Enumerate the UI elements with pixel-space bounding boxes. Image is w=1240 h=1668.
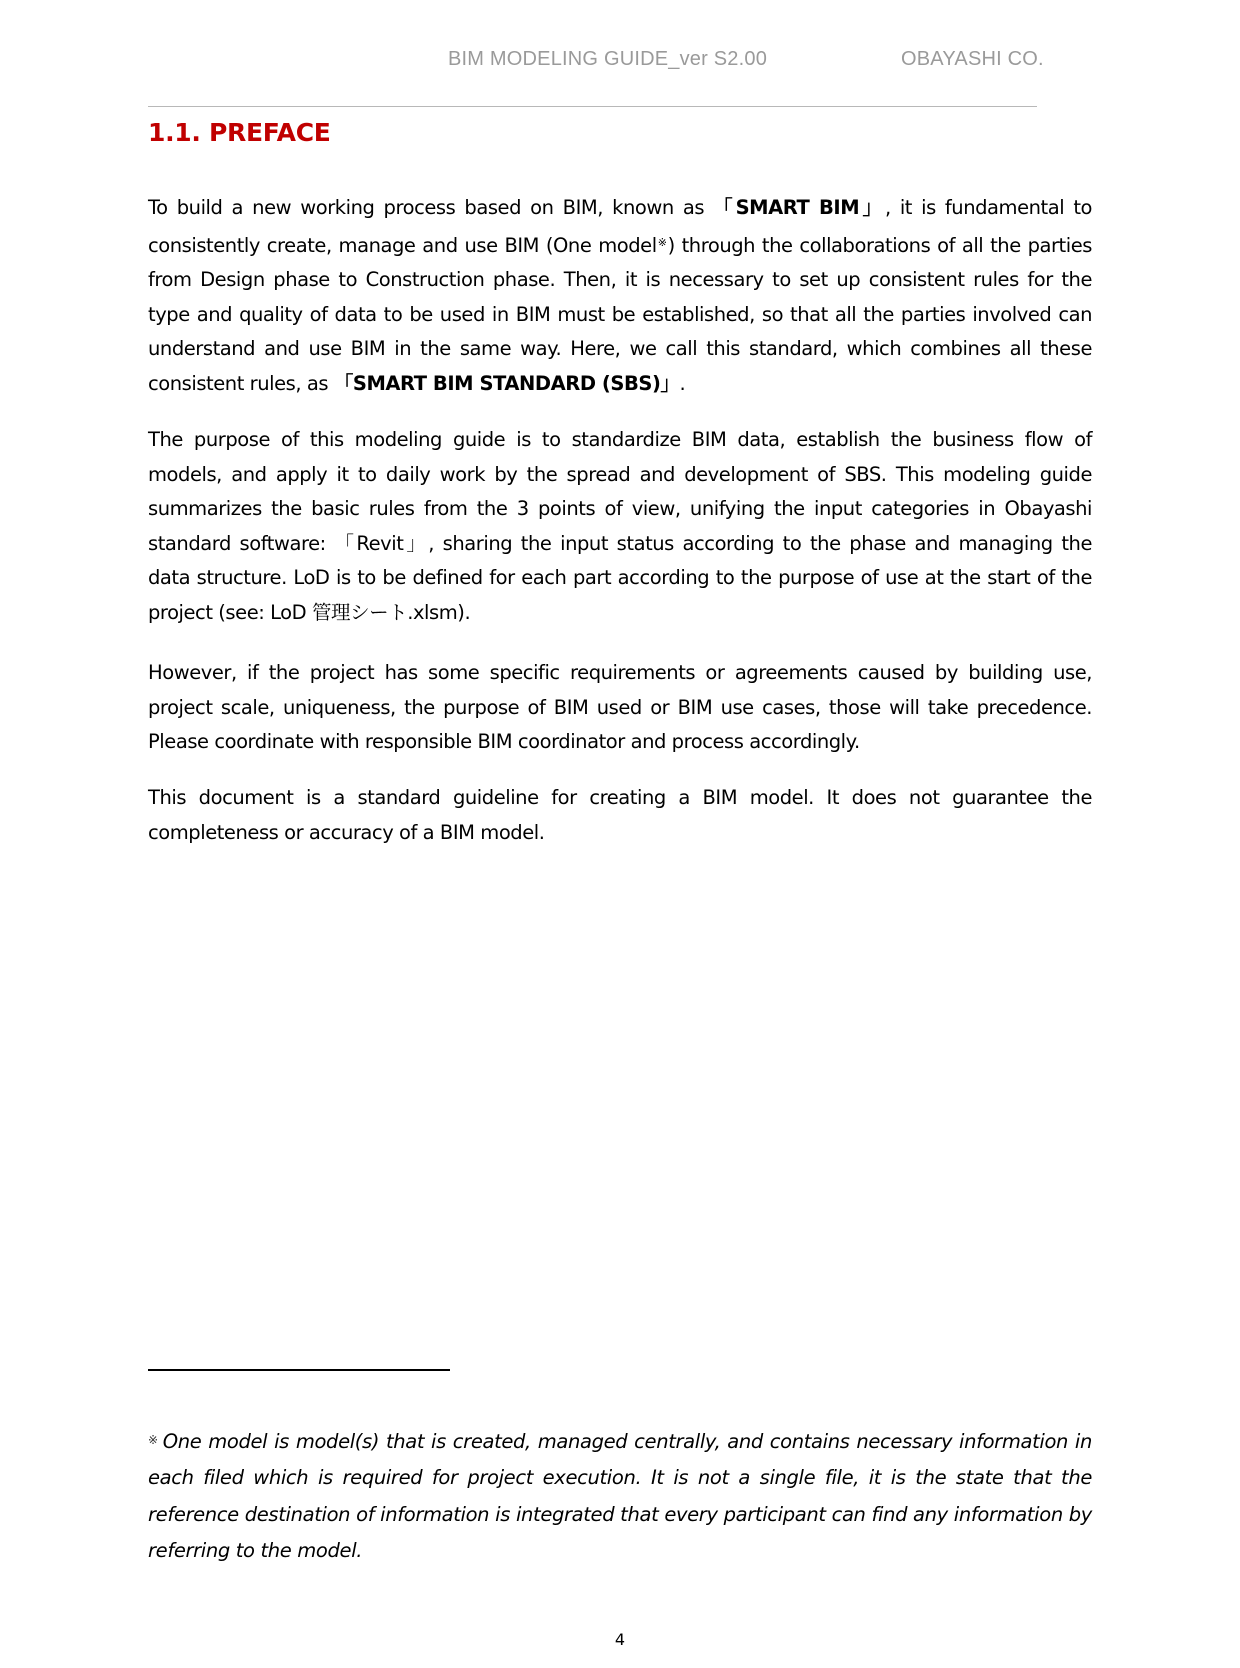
footnote-mark: ※ [148,1433,159,1447]
footnote-text: One model is model(s) that is created, managed centrally, and contains necessary information in each filed which is required for project execution. It is not a single file, it is the state that the reference destination of information is integrated that every participant can find any information by referring to the model. [148,1430,1092,1562]
paragraph-exceptions: However, if the project has some specific requirements or agreements caused by building use, project scale, uniqueness, the purpose of BIM used or BIM use cases, those will take precedence. Please coordinate with responsible BIM coordinator and process accordingly. [148,661,1092,754]
smart-bim-term: 「SMART BIM」 [713,196,885,219]
paragraph-disclaimer: This document is a standard guideline for creating a BIM model. It does not guarantee the completeness or accuracy of a BIM model. [148,786,1092,844]
header-divider [148,106,1037,107]
company-name: OBAYASHI CO. [901,48,1044,70]
footnote-divider [148,1369,450,1371]
document-title: BIM MODELING GUIDE_ver S2.00 [448,48,768,70]
section-heading: 1.1. PREFACE [148,118,331,147]
text-run: ) through the collaborations of all the parties from Design phase to Construction phase. Then, it is necessary to set up consistent rules for the type and quality of data to be used in BIM must be established, so that all the parties involved can understand and use BIM in the same way. Here, we call this standard, which combines all these consistent rules, as [148,233,1092,395]
footnote-reference-mark: ※ [656,235,668,249]
footnote [148,1422,1092,1569]
page-number: 4 [614,1630,626,1649]
text-run: . [679,371,686,395]
text-run: To build a new working process based on BIM, known as [148,196,714,219]
paragraph-purpose: The purpose of this modeling guide is to standardize BIM data, establish the business flow of models, and apply it to daily work by the spread and development of SBS. This modeling guide summarizes the basic rules from the 3 points of view, unifying the input categories in Obayashi standard software: 「Revit」, sharing the input status according to the phase and managing the data structure. LoD is to be defined for each part according to the purpose of use at the start of the project (see: LoD 管理シート.xlsm). [148,428,1092,624]
text-run: , it is fundamental to consistently create, manage and use BIM (One model [148,196,1092,257]
page-header [0,48,1240,78]
paragraph-smart-bim [148,191,1092,402]
sbs-term: 「SMART BIM STANDARD (SBS)」 [333,371,680,395]
